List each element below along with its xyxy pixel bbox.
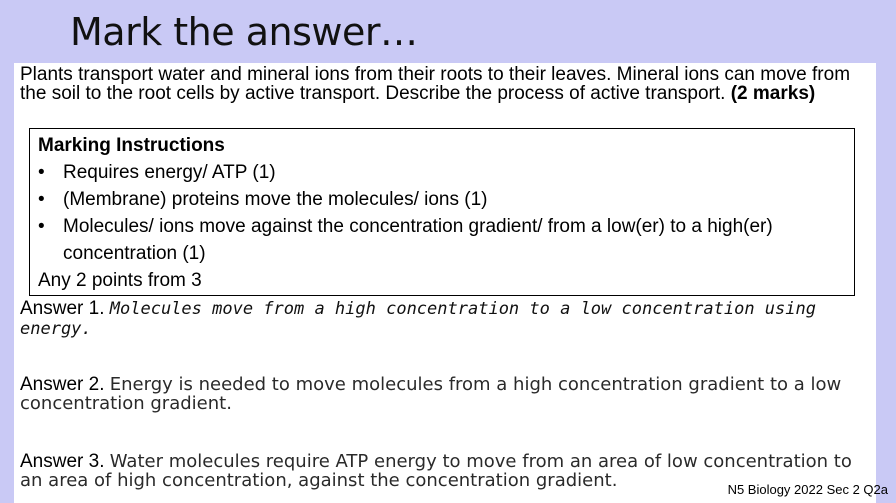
bullet-icon: • bbox=[38, 216, 45, 237]
answer-text: Molecules move from a high concentration to a low concentration using energy. bbox=[20, 299, 816, 339]
slide-title: Mark the answer… bbox=[70, 10, 418, 54]
marking-footer: Any 2 points from 3 bbox=[38, 270, 202, 291]
answer-label: Answer 3. bbox=[20, 451, 105, 472]
marking-point-text: (Membrane) proteins move the molecules/ ions (1) bbox=[63, 189, 488, 210]
source-reference: N5 Biology 2022 Sec 2 Q2a bbox=[727, 482, 888, 497]
question-body: Plants transport water and mineral ions from their roots to their leaves. Mineral ions can move from the soil to the root cells by active transport. Describe the process of active transport. bbox=[20, 64, 851, 104]
answer-1 bbox=[20, 299, 870, 339]
marking-instructions-box bbox=[29, 128, 855, 296]
bullet-icon: • bbox=[38, 162, 45, 183]
answer-2 bbox=[20, 375, 870, 413]
question-marks: (2 marks) bbox=[730, 83, 816, 104]
marking-points bbox=[38, 159, 846, 267]
answer-label: Answer 2. bbox=[20, 374, 105, 395]
bullet-icon: • bbox=[38, 189, 45, 210]
marking-point bbox=[38, 186, 846, 213]
marking-point bbox=[38, 213, 846, 267]
marking-heading: Marking Instructions bbox=[38, 135, 225, 156]
answer-text: Water molecules require ATP energy to move from an area of low concentration to an area of high concentration, against the concentration gradient. bbox=[20, 451, 852, 491]
marking-point bbox=[38, 159, 846, 186]
answer-text: Energy is needed to move molecules from a high concentration gradient to a low concentration gradient. bbox=[20, 374, 842, 414]
question-text bbox=[20, 65, 870, 103]
marking-point-text: Requires energy/ ATP (1) bbox=[63, 162, 276, 183]
content-panel bbox=[14, 63, 876, 503]
answer-label: Answer 1. bbox=[20, 298, 105, 319]
marking-point-text: Molecules/ ions move against the concentration gradient/ from a low(er) to a high(er) concentration (1) bbox=[63, 216, 773, 264]
